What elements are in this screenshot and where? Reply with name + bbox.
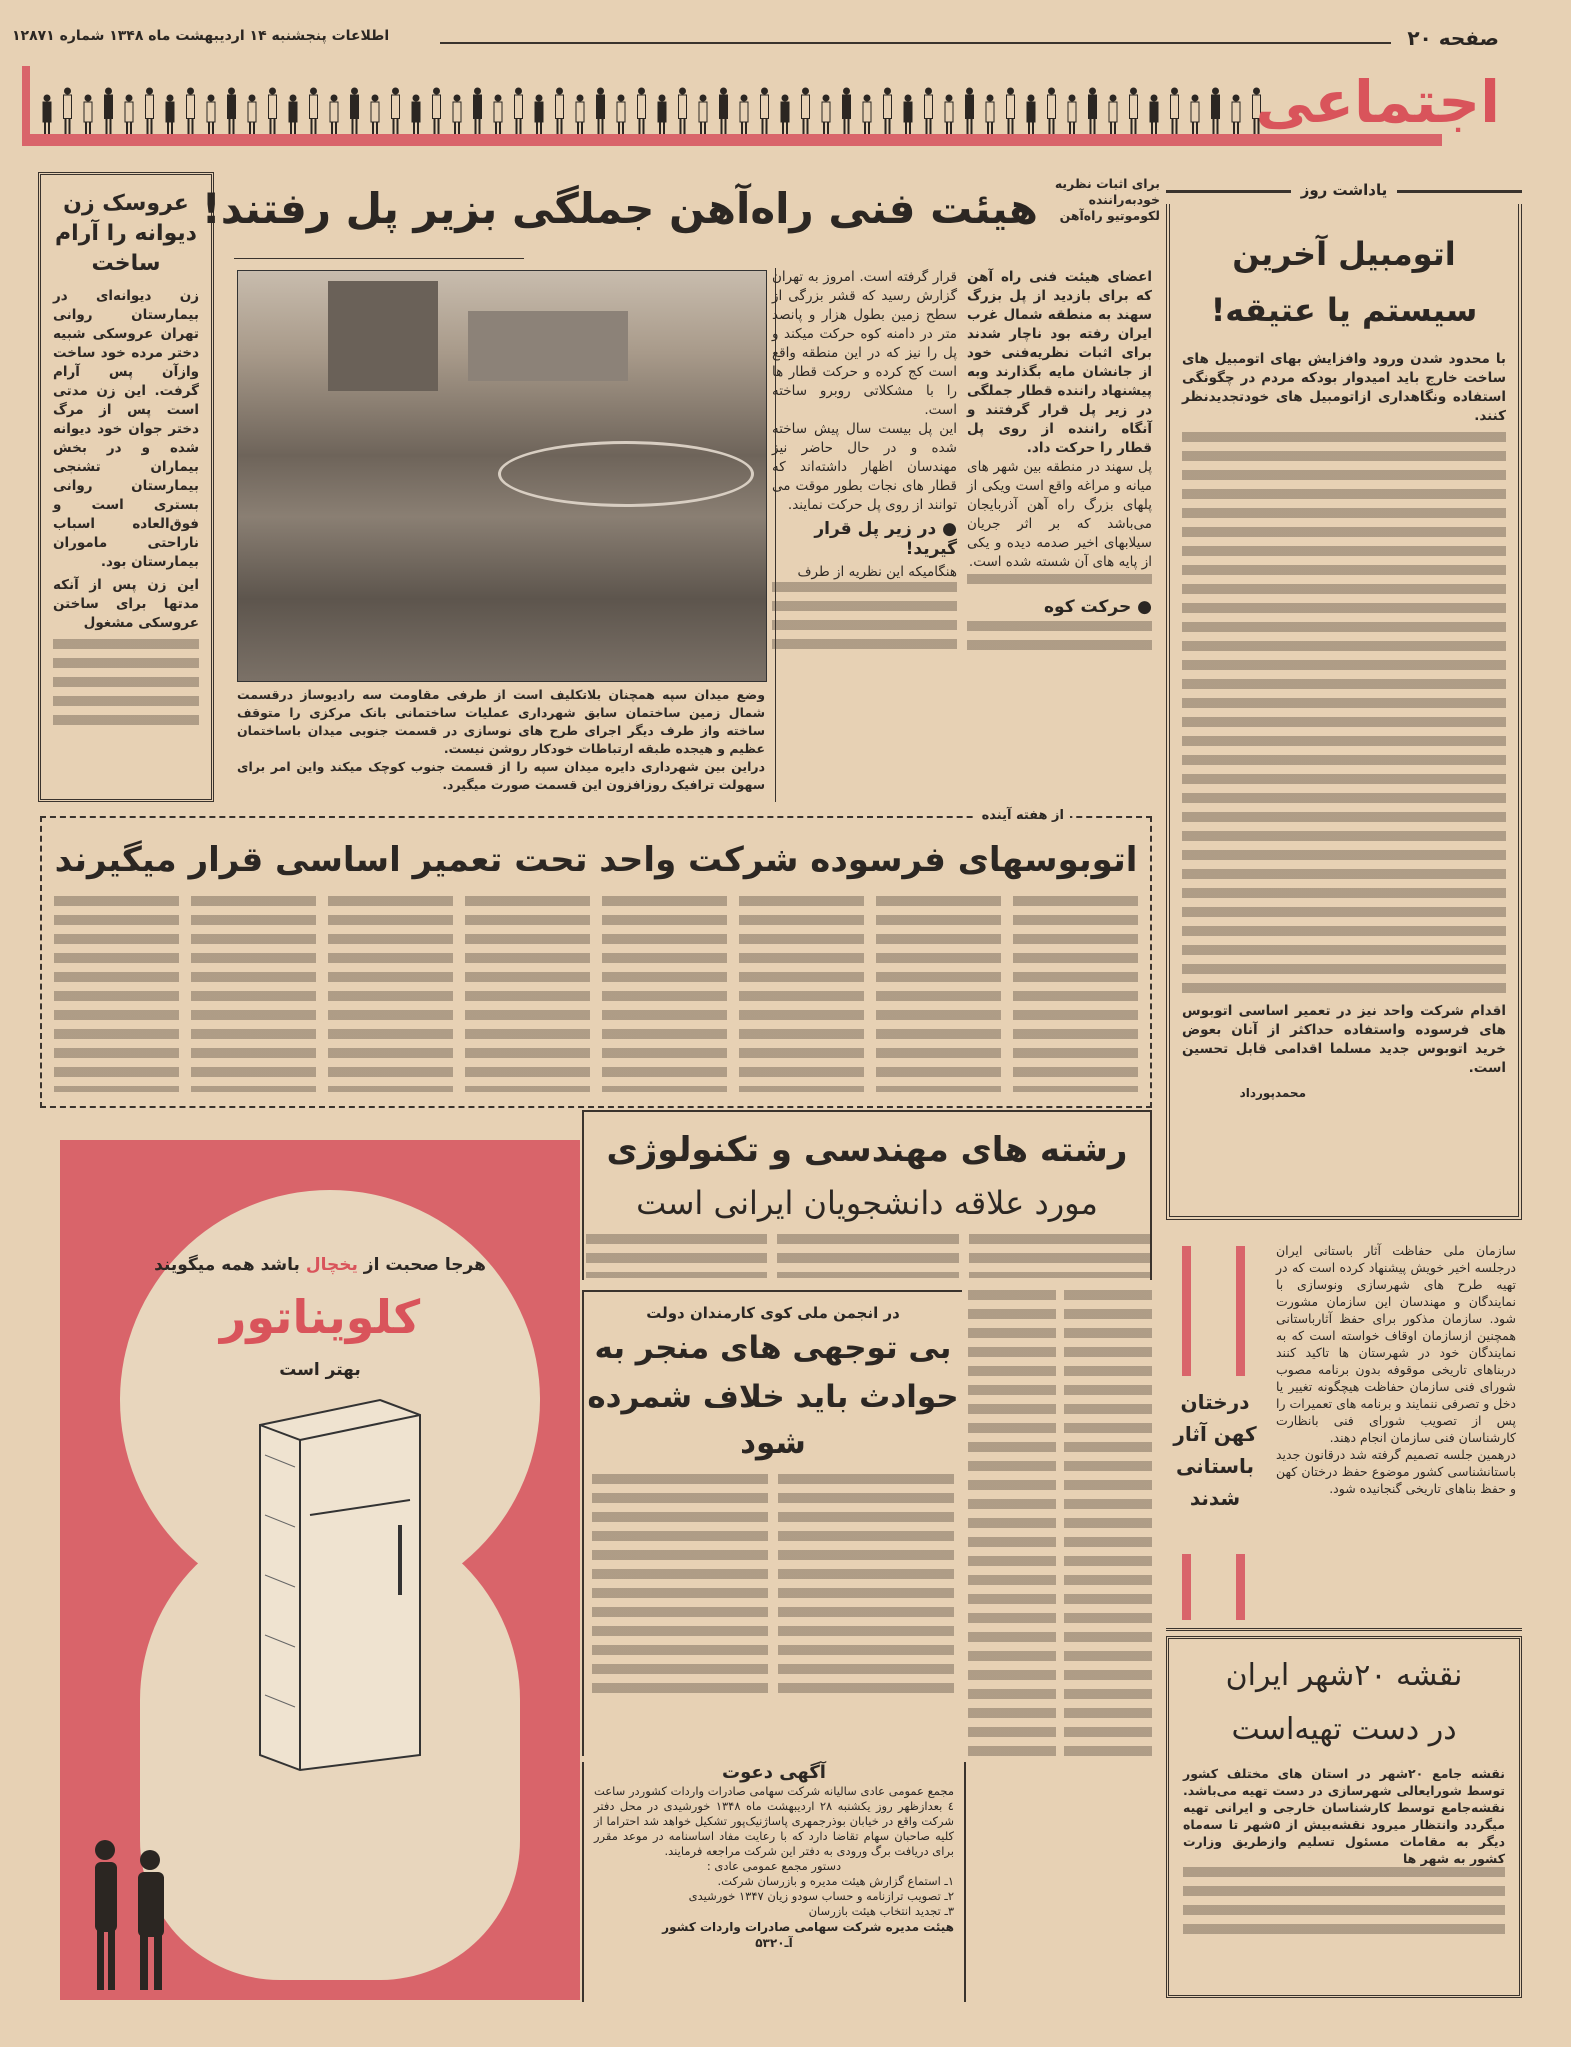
tech-body-columns	[586, 1234, 1150, 1278]
railway-col2-text-2: این پل بیست سال پیش ساخته شده و در حال حاضر نیز مهندسان اظهار داشته‌اند که قطار های نجات بطور موقت می توانند از روی پل حرکت نمایند.	[772, 421, 957, 513]
person-silhouette	[679, 88, 687, 135]
person-silhouette	[802, 88, 810, 135]
person-silhouette	[699, 95, 707, 135]
person-silhouette	[720, 88, 728, 135]
railway-lead: اعضای هیئت فنی راه آهن که برای بازدید از پل بزرگ سهند به منطقه شمال غرب ایران رفته بود ناچار شدند برای اثبات نظریه‌فنی خود از جانشان مایه بگذارند وبه پیشنهاد راننده قطار جملگی در زیر پل قرار گرفتند و آنگاه راننده از روی پل قطار را حرکت داد.	[967, 269, 1152, 456]
person-silhouette	[105, 88, 113, 135]
agenda-item: ۲ـ تصویب ترازنامه و حساب سودو زیان ۱۳۴۷ خورشیدی	[688, 1889, 954, 1903]
tech-headline-2: مورد علاقه دانشجویان ایرانی است	[636, 1184, 1098, 1222]
railway-para: پل سهند در منطقه بین شهر های میانه و مراغه واقع است ویکی از پلهای بزرگ راه آهن آذربایجان می‌باشد که بر اثر جریان سیلابهای اخیر صدمه دیده و یکی از پایه های آن شسته شده است.	[967, 459, 1152, 570]
issue-line: اطلاعات پنجشنبه ۱۴ اردیبهشت ماه ۱۳۴۸ شماره ۱۲۸۷۱	[12, 28, 390, 44]
person-silhouette	[1027, 95, 1035, 135]
railway-col-1	[967, 268, 1152, 659]
meeting-notice	[582, 1762, 966, 2002]
photo-caption-text-2: دراین بین شهرداری دایره میدان سپه را از قسمت جنوب کوچک میکند واین امر برای سهولت ترافیک روزافزون این قسمت صورت میگیرد.	[237, 759, 765, 792]
editorial-kicker: یاداشت روز	[1166, 180, 1522, 199]
railway-col2-text-3: هنگامیکه این نظریه از طرف	[797, 564, 957, 580]
photo-caption	[237, 686, 765, 794]
person-silhouette	[617, 95, 625, 135]
person-silhouette	[330, 95, 338, 135]
person-silhouette	[515, 88, 523, 135]
bus-headline: اتوبوسهای فرسوده شرکت واحد تحت تعمیر اساسی قرار میگیرند	[54, 840, 1138, 880]
person-silhouette	[740, 95, 748, 135]
heritage-headline: درختان کهن آثار باستانی شدند	[1173, 1390, 1257, 1510]
subhead-mountain: ● حرکت کوه	[1044, 597, 1152, 617]
agenda-item: ۳ـ تجدید انتخاب هیئت بازرسان	[808, 1904, 954, 1918]
editorial-byline: محمدپورداد	[1239, 1086, 1306, 1100]
person-silhouette	[1089, 88, 1097, 135]
person-silhouette	[576, 95, 584, 135]
person-silhouette	[371, 95, 379, 135]
person-silhouette	[1130, 88, 1138, 135]
person-silhouette	[658, 95, 666, 135]
person-silhouette	[248, 95, 256, 135]
heritage-red-bar	[1236, 1554, 1245, 1620]
refrigerator-illustration	[250, 1395, 430, 1775]
railway-story	[201, 172, 1160, 812]
person-silhouette	[925, 88, 933, 135]
subhead-under-bridge: ● در زیر پل قرار گیرید!	[814, 519, 957, 559]
person-silhouette	[474, 88, 482, 135]
doll-body-2: این زن پس از آنکه مدتها برای ساختن عروسکی مشغول	[53, 577, 199, 631]
person-silhouette	[945, 95, 953, 135]
person-silhouette	[781, 95, 789, 135]
heritage-body: سازمان ملی حفاظت آثار باستانی ایران درجلسه اخیر خویش پیشنهاد کرده است که در تهیه طرح های شهرسازی ونوسازی با نمایندگان و مهندسان این سازمان مشورت شود. سازمان مذکور برای حفظ آثارباستانی همچنین ازسازمان اوقاف خواسته است که به نمایندگان خود در شهرستان ها تاکید کنند دربناهای تاریخی موقوفه بدون برنامه مصوب شورای فنی سازمان حفاظت هیچگونه تغییر یا دخل و تصرفی ننمایند و برنامه های تعمیرات را پس از تصویب شورای فنی بانظارت کارشناسان فنی سازمان انجام دهند. درهمین جلسه تصمیم گرفته شد درقانون جدید باستانشناسی کشور موضوع حفظ درختان کهن و حفظ بناهای تاریخی گنجانیده شود.	[1276, 1243, 1516, 1496]
person-silhouette	[207, 95, 215, 135]
person-silhouette	[1191, 95, 1199, 135]
person-silhouette	[597, 88, 605, 135]
city-plan-headline-1: نقشه ۲۰شهر ایران	[1225, 1658, 1463, 1693]
photo-caption-text: وضع میدان سپه همچنان بلاتکلیف است از طرفی مقاومت سه رادیوساز درقسمت شمال زمین ساختمان سابق شهرداری عملیات ساختمانی بانک مرکزی را متوقف ساخته واز طرف دیگر اجرای طرح های نوسازی در قسمت جنوبی میدان باساختمان عظیم و هیجده طبقه ارتباطات خودکار روشن نیست.	[237, 687, 765, 756]
person-silhouette	[1171, 88, 1179, 135]
person-silhouette	[761, 88, 769, 135]
agenda-item: ۱ـ استماع گزارش هیئت مدیره و بازرسان شرکت.	[717, 1874, 954, 1888]
ad-brand-logo: کلویناتور	[219, 1290, 421, 1344]
section-banner	[22, 66, 1500, 150]
person-silhouette	[494, 95, 502, 135]
section-title: اجتماعی	[1255, 68, 1500, 136]
person-silhouette	[1068, 95, 1076, 135]
railway-kicker: برای اثبات نظریه خودبه‌راننده لکوموتیو راه‌آهن	[1054, 176, 1160, 223]
person-silhouette	[269, 88, 277, 135]
employees-headline-1: بی توجهی های منجر به	[594, 1330, 952, 1366]
person-silhouette	[1232, 95, 1240, 135]
notice-body: مجمع عمومی عادی سالیانه شرکت سهامی صادرات واردات کشوردر ساعت ٤ بعدازظهر روز یکشنبه ۲۸ اردیبهشت ماه ۱۳۴۸ خورشیدی در محل دفتر شرکت واقع در خیابان بوذرجمهری پاساژنیک‌پور تشکیل خواهد شد احتراما از کلیه صاحبان سهام تقاضا دارد که با رعایت مفاد اساسنامه در موعد مقرر برای دریافت برگ ورودی به دفتر این شرکت مراجعه فرمایند.	[594, 1784, 954, 1858]
person-silhouette	[64, 88, 72, 135]
doll-body-more	[53, 639, 199, 734]
person-silhouette	[289, 95, 297, 135]
heritage-red-bar	[1182, 1246, 1191, 1376]
person-silhouette	[351, 88, 359, 135]
person-silhouette	[638, 88, 646, 135]
person-silhouette	[1048, 88, 1056, 135]
person-silhouette	[43, 95, 51, 135]
person-silhouette	[863, 95, 871, 135]
person-silhouette	[84, 95, 92, 135]
doll-body: زن دیوانه‌ای در بیمارستان روانی تهران عروسکی شبیه دختر مرده خود ساخت وازآن پس آرام گرفت. این زن مدتی است پس از مرگ دختر جوان خود دیوانه شده و در بخش بیماران تشنجی بیمارستان روانی بستری است و فوق‌العاده اسباب ناراحتی ماموران بیمارستان بود.	[53, 288, 199, 570]
person-silhouette	[166, 95, 174, 135]
bus-body-columns	[54, 896, 1138, 1092]
page-number: صفحه ۲۰	[1407, 26, 1499, 50]
ad-slogan: بهتر است	[279, 1360, 361, 1380]
person-silhouette	[412, 95, 420, 135]
tech-body-continued	[968, 1290, 1152, 1760]
person-silhouette	[535, 95, 543, 135]
doll-headline: عروسک زن دیوانه را آرام ساخت	[55, 191, 197, 276]
railway-headline: هیئت فنی راه‌آهن جملگی بزیر پل رفتند!	[201, 184, 1038, 233]
editorial-body	[1182, 432, 1506, 1002]
editorial-closing: اقدام شرکت واحد نیز در تعمیر اساسی اتوبوس های فرسوده واستفاده حداکثر از آنان بعوض خرید اتوبوس جدید مسلما اقدامی قابل تحسین است.	[1182, 1003, 1506, 1076]
notice-signature: هیئت مدیره شرکت سهامی صادرات واردات کشور	[662, 1920, 954, 1934]
doll-story	[38, 172, 214, 802]
person-silhouette	[433, 88, 441, 135]
person-silhouette	[843, 88, 851, 135]
employees-kicker: در انجمن ملی کوی کارمندان دولت	[646, 1304, 900, 1322]
employees-story	[582, 1290, 962, 1756]
city-plan-story	[1166, 1636, 1522, 1998]
city-plan-body: نقشه جامع ۲۰شهر در استان های مختلف کشور توسط شورایعالی شهرسازی در دست تهیه می‌باشد. نقشه‌جامع توسط کارشناسان خارجی و ایرانی تهیه میگردد وانتظار میرود نقشه‌بیش از ۵شهر تا سه‌ماه دیگر به مقامات مسئول تسلیم وازطریق وزارت کشور به شهر ها	[1183, 1766, 1505, 1866]
city-plan-headline-2: در دست تهیه‌است	[1231, 1712, 1457, 1747]
person-silhouette	[187, 88, 195, 135]
heritage-red-bar	[1236, 1246, 1245, 1376]
refrigerator-ad	[60, 1140, 580, 2000]
figures-illustration	[80, 1830, 190, 2000]
railway-col2-text: قرار گرفته است. امروز به تهران گزارش رسید که قشر بزرگی از سطح زمین بطول هزار و پانصد متر در دامنه کوه حرکت میکند و پل را نیز که در این منطقه واقع است کج کرده و حرکت قطار ها را با مشکلاتی روبرو ساخته است.	[772, 269, 957, 418]
railway-col-2	[772, 268, 957, 658]
person-silhouette	[125, 95, 133, 135]
tech-headline-1: رشته های مهندسی و تکنولوژی	[606, 1130, 1128, 1170]
heritage-story	[1166, 1232, 1522, 1631]
person-silhouette	[904, 95, 912, 135]
person-silhouette	[310, 88, 318, 135]
employees-headline-2: حوادث باید خلاف شمرده شود	[587, 1379, 959, 1461]
people-silhouettes	[34, 76, 1274, 136]
editorial-headline: اتومبیل آخرین سیستم یا عتیقه!	[1210, 235, 1478, 329]
bus-story	[40, 808, 1152, 1108]
person-silhouette	[453, 95, 461, 135]
bus-kicker: از هفته آینده	[976, 808, 1070, 823]
masthead-rule	[440, 42, 1391, 44]
person-silhouette	[1150, 95, 1158, 135]
editorial	[1166, 204, 1522, 1220]
person-silhouette	[986, 95, 994, 135]
news-photo	[237, 270, 767, 682]
heritage-red-bar	[1182, 1554, 1191, 1620]
person-silhouette	[1007, 88, 1015, 135]
notice-code: آـ۵۳۲۰	[755, 1936, 793, 1950]
person-silhouette	[884, 88, 892, 135]
notice-title: آگهی دعوت	[722, 1762, 826, 1783]
person-silhouette	[1109, 95, 1117, 135]
person-silhouette	[966, 88, 974, 135]
person-silhouette	[556, 88, 564, 135]
notice-agenda-title: دستور مجمع عمومی عادی :	[706, 1859, 842, 1873]
person-silhouette	[228, 88, 236, 135]
person-silhouette	[392, 88, 400, 135]
ad-tagline: هرجا صحبت از یخچال باشد همه میگویند	[154, 1255, 486, 1275]
person-silhouette	[1212, 88, 1220, 135]
editorial-lead: با محدود شدن ورود وافزایش بهای اتومبیل های ساخت خارج باید امیدوار بودکه مردم در چگونگی استفاده ونگاهداری ازاتومبیل های خودتجدیدنظر کنند.	[1182, 351, 1506, 424]
person-silhouette	[822, 95, 830, 135]
person-silhouette	[146, 88, 154, 135]
